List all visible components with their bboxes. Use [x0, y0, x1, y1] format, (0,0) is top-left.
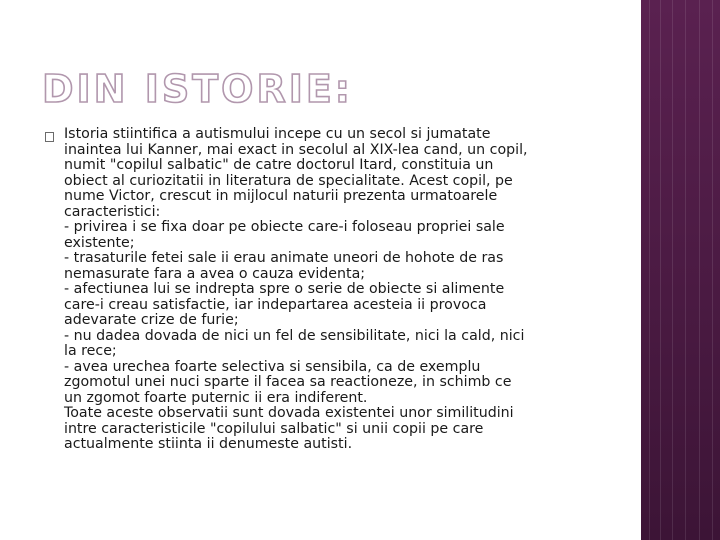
slide-title: DIN ISTORIE: [42, 67, 353, 111]
body-line: nemasurate fara a avea o cauza evidenta; [64, 265, 366, 282]
body-line: caracteristici: [64, 203, 161, 220]
square-bullet-icon [45, 132, 54, 142]
body-line: inaintea lui Kanner, mai exact in secolul al XIX-lea cand, un copil, [64, 141, 528, 158]
body-line: actualmente stiinta ii denumeste autisti. [64, 436, 353, 452]
body-line: obiect al curiozitatii in literatura de specialitate. Acest copil, pe [64, 172, 513, 189]
body-line: zgomotul unei nuci sparte il facea sa reactioneze, in schimb ce [64, 374, 512, 390]
body-line: intre caracteristicile "copilului salbatic" si unii copii pe care [64, 420, 484, 437]
body-line: numit "copilul salbatic" de catre doctorul Itard, constituia un [64, 157, 494, 173]
body-line: nume Victor, crescut in mijlocul naturii prezenta urmatoarele [64, 188, 498, 204]
body-line: care-i creau satisfactie, iar indepartarea acesteia ii provoca [64, 296, 487, 313]
body-line: - privirea i se fixa doar pe obiecte care-i foloseau propriei sale [64, 219, 505, 235]
body-line: la rece; [64, 343, 117, 359]
body-line: - nu dadea dovada de nici un fel de sensibilitate, nici la cald, nici [64, 327, 525, 344]
body-line: - avea urechea foarte selectiva si sensibila, ca de exemplu [64, 358, 481, 375]
body-line: adevarate crize de furie; [64, 312, 239, 328]
body-line: un zgomot foarte puternic ii era indiferent. [64, 389, 368, 406]
bullet-text [64, 127, 615, 453]
body-line: - afectiunea lui se indrepta spre o serie de obiecte si alimente [64, 281, 505, 297]
body-line: Istoria stiintifica a autismului incepe cu un secol si jumatate [64, 126, 491, 142]
decorative-side-band [641, 0, 720, 540]
body-line: Toate aceste observatii sunt dovada existentei unor similitudini [64, 405, 514, 421]
body-line: existente; [64, 234, 135, 251]
body-line: - trasaturile fetei sale ii erau animate uneori de hohote de ras [64, 250, 504, 266]
